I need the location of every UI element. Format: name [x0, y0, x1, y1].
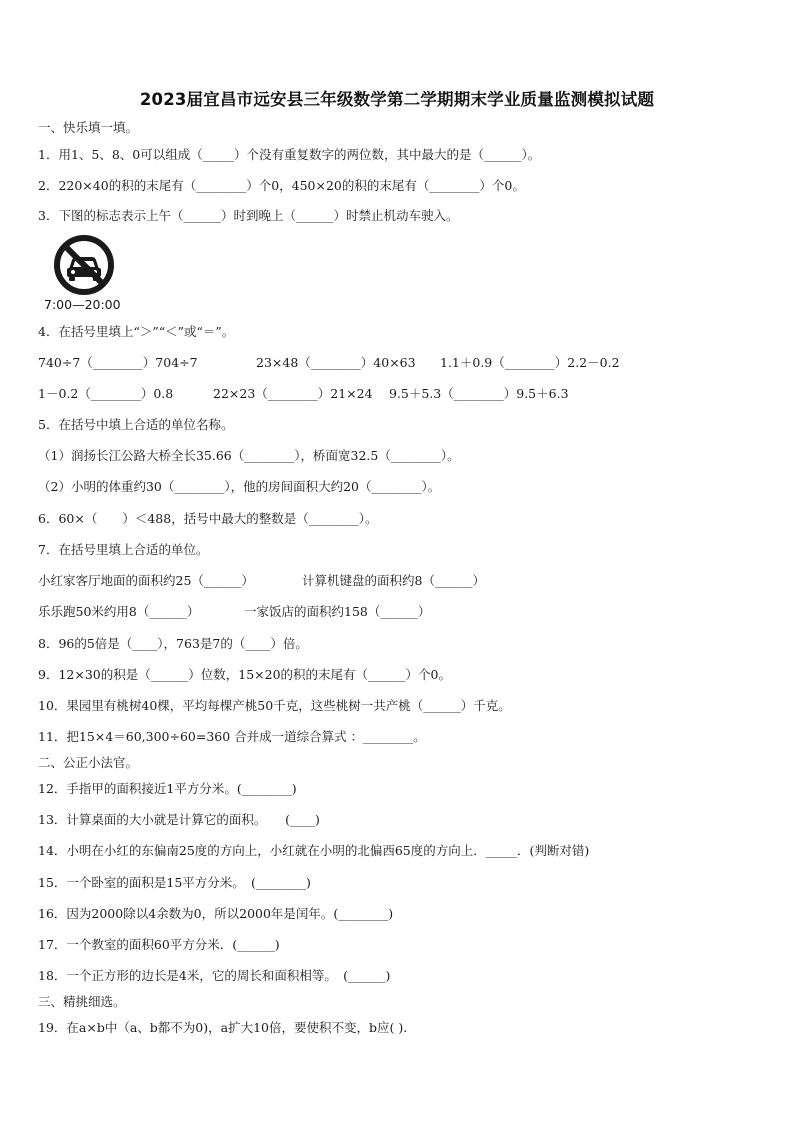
question-9: 9．12×30的积是（______）位数，15×20的积的末尾有（______）个0。: [38, 667, 451, 682]
q4-cell: 22×23（________）21×24: [213, 386, 373, 401]
question-6: 6．60×（ ）＜488，括号中最大的整数是（________）。: [38, 511, 378, 526]
question-3: 3．下图的标志表示上午（______）时到晚上（______）时禁止机动车驶入。: [38, 208, 459, 223]
section-heading-true-false: 二、公正小法官。: [38, 755, 139, 770]
section-heading-fill-in: 一、快乐填一填。: [38, 120, 139, 135]
question-10: 10．果园里有桃树40棵，平均每棵产桃50千克，这些桃树一共产桃（______）千克。: [38, 698, 511, 713]
q7-cell: 计算机键盘的面积约8（______）: [302, 573, 485, 588]
question-5-part-2: （2）小明的体重约30（________），他的房间面积大约20（________）。: [38, 479, 441, 494]
q4-cell: 740÷7（________）704÷7: [38, 355, 198, 370]
question-8: 8．96的5倍是（____），763是7的（____）倍。: [38, 636, 308, 651]
q7-cell: 乐乐跑50米约用8（______）: [38, 604, 200, 619]
q4-cell: 1－0.2（________）0.8: [38, 386, 174, 401]
q7-cell: 小红家客厅地面的面积约25（______）: [38, 573, 254, 588]
no-motor-vehicles-sign-icon: [50, 233, 118, 297]
question-2: 2．220×40的积的末尾有（________）个0，450×20的积的末尾有（________）个0。: [38, 178, 525, 193]
question-5-part-1: （1）润扬长江公路大桥全长35.66（________），桥面宽32.5（________）。: [38, 448, 460, 463]
question-12: 12．手指甲的面积接近1平方分米。(________): [38, 781, 297, 796]
question-13: 13．计算桌面的大小就是计算它的面积。 (____): [38, 812, 320, 827]
question-17: 17．一个教室的面积60平方分米．(______): [38, 937, 280, 952]
question-18: 18．一个正方形的边长是4米，它的周长和面积相等。 (______): [38, 968, 391, 983]
question-14: 14．小明在小红的东偏南25度的方向上，小红就在小明的北偏西65度的方向上．_____．(判断对错): [38, 843, 590, 858]
sign-time-caption: 7:00—20:00: [44, 297, 121, 312]
q7-cell: 一家饭店的面积约158（______）: [244, 604, 431, 619]
question-1: 1．用1、5、8、0可以组成（_____）个没有重复数字的两位数，其中最大的是（______）。: [38, 147, 541, 162]
question-4: 4．在括号里填上“＞”“＜”或“＝”。: [38, 324, 235, 339]
q4-cell: 23×48（________）40×63: [256, 355, 416, 370]
question-19: 19．在a×b中（a、b都不为0)，a扩大10倍，要使积不变，b应( ).: [38, 1020, 408, 1035]
q4-cell: 9.5＋5.3（________）9.5＋6.3: [389, 386, 569, 401]
question-16: 16．因为2000除以4余数为0，所以2000年是闰年。(________): [38, 906, 394, 921]
page-title: 2023届宜昌市远安县三年级数学第二学期期末学业质量监测模拟试题: [139, 90, 655, 109]
question-15: 15．一个卧室的面积是15平方分米。 (________): [38, 875, 311, 890]
q4-cell: 1.1＋0.9（________）2.2－0.2: [440, 355, 620, 370]
question-11: 11．把15×4＝60,300÷60=360 合并成一道综合算式 ：________。: [38, 729, 426, 744]
section-heading-multiple-choice: 三、精挑细选。: [38, 994, 126, 1009]
question-5: 5．在括号中填上合适的单位名称。: [38, 417, 234, 432]
question-7: 7．在括号里填上合适的单位。: [38, 542, 209, 557]
